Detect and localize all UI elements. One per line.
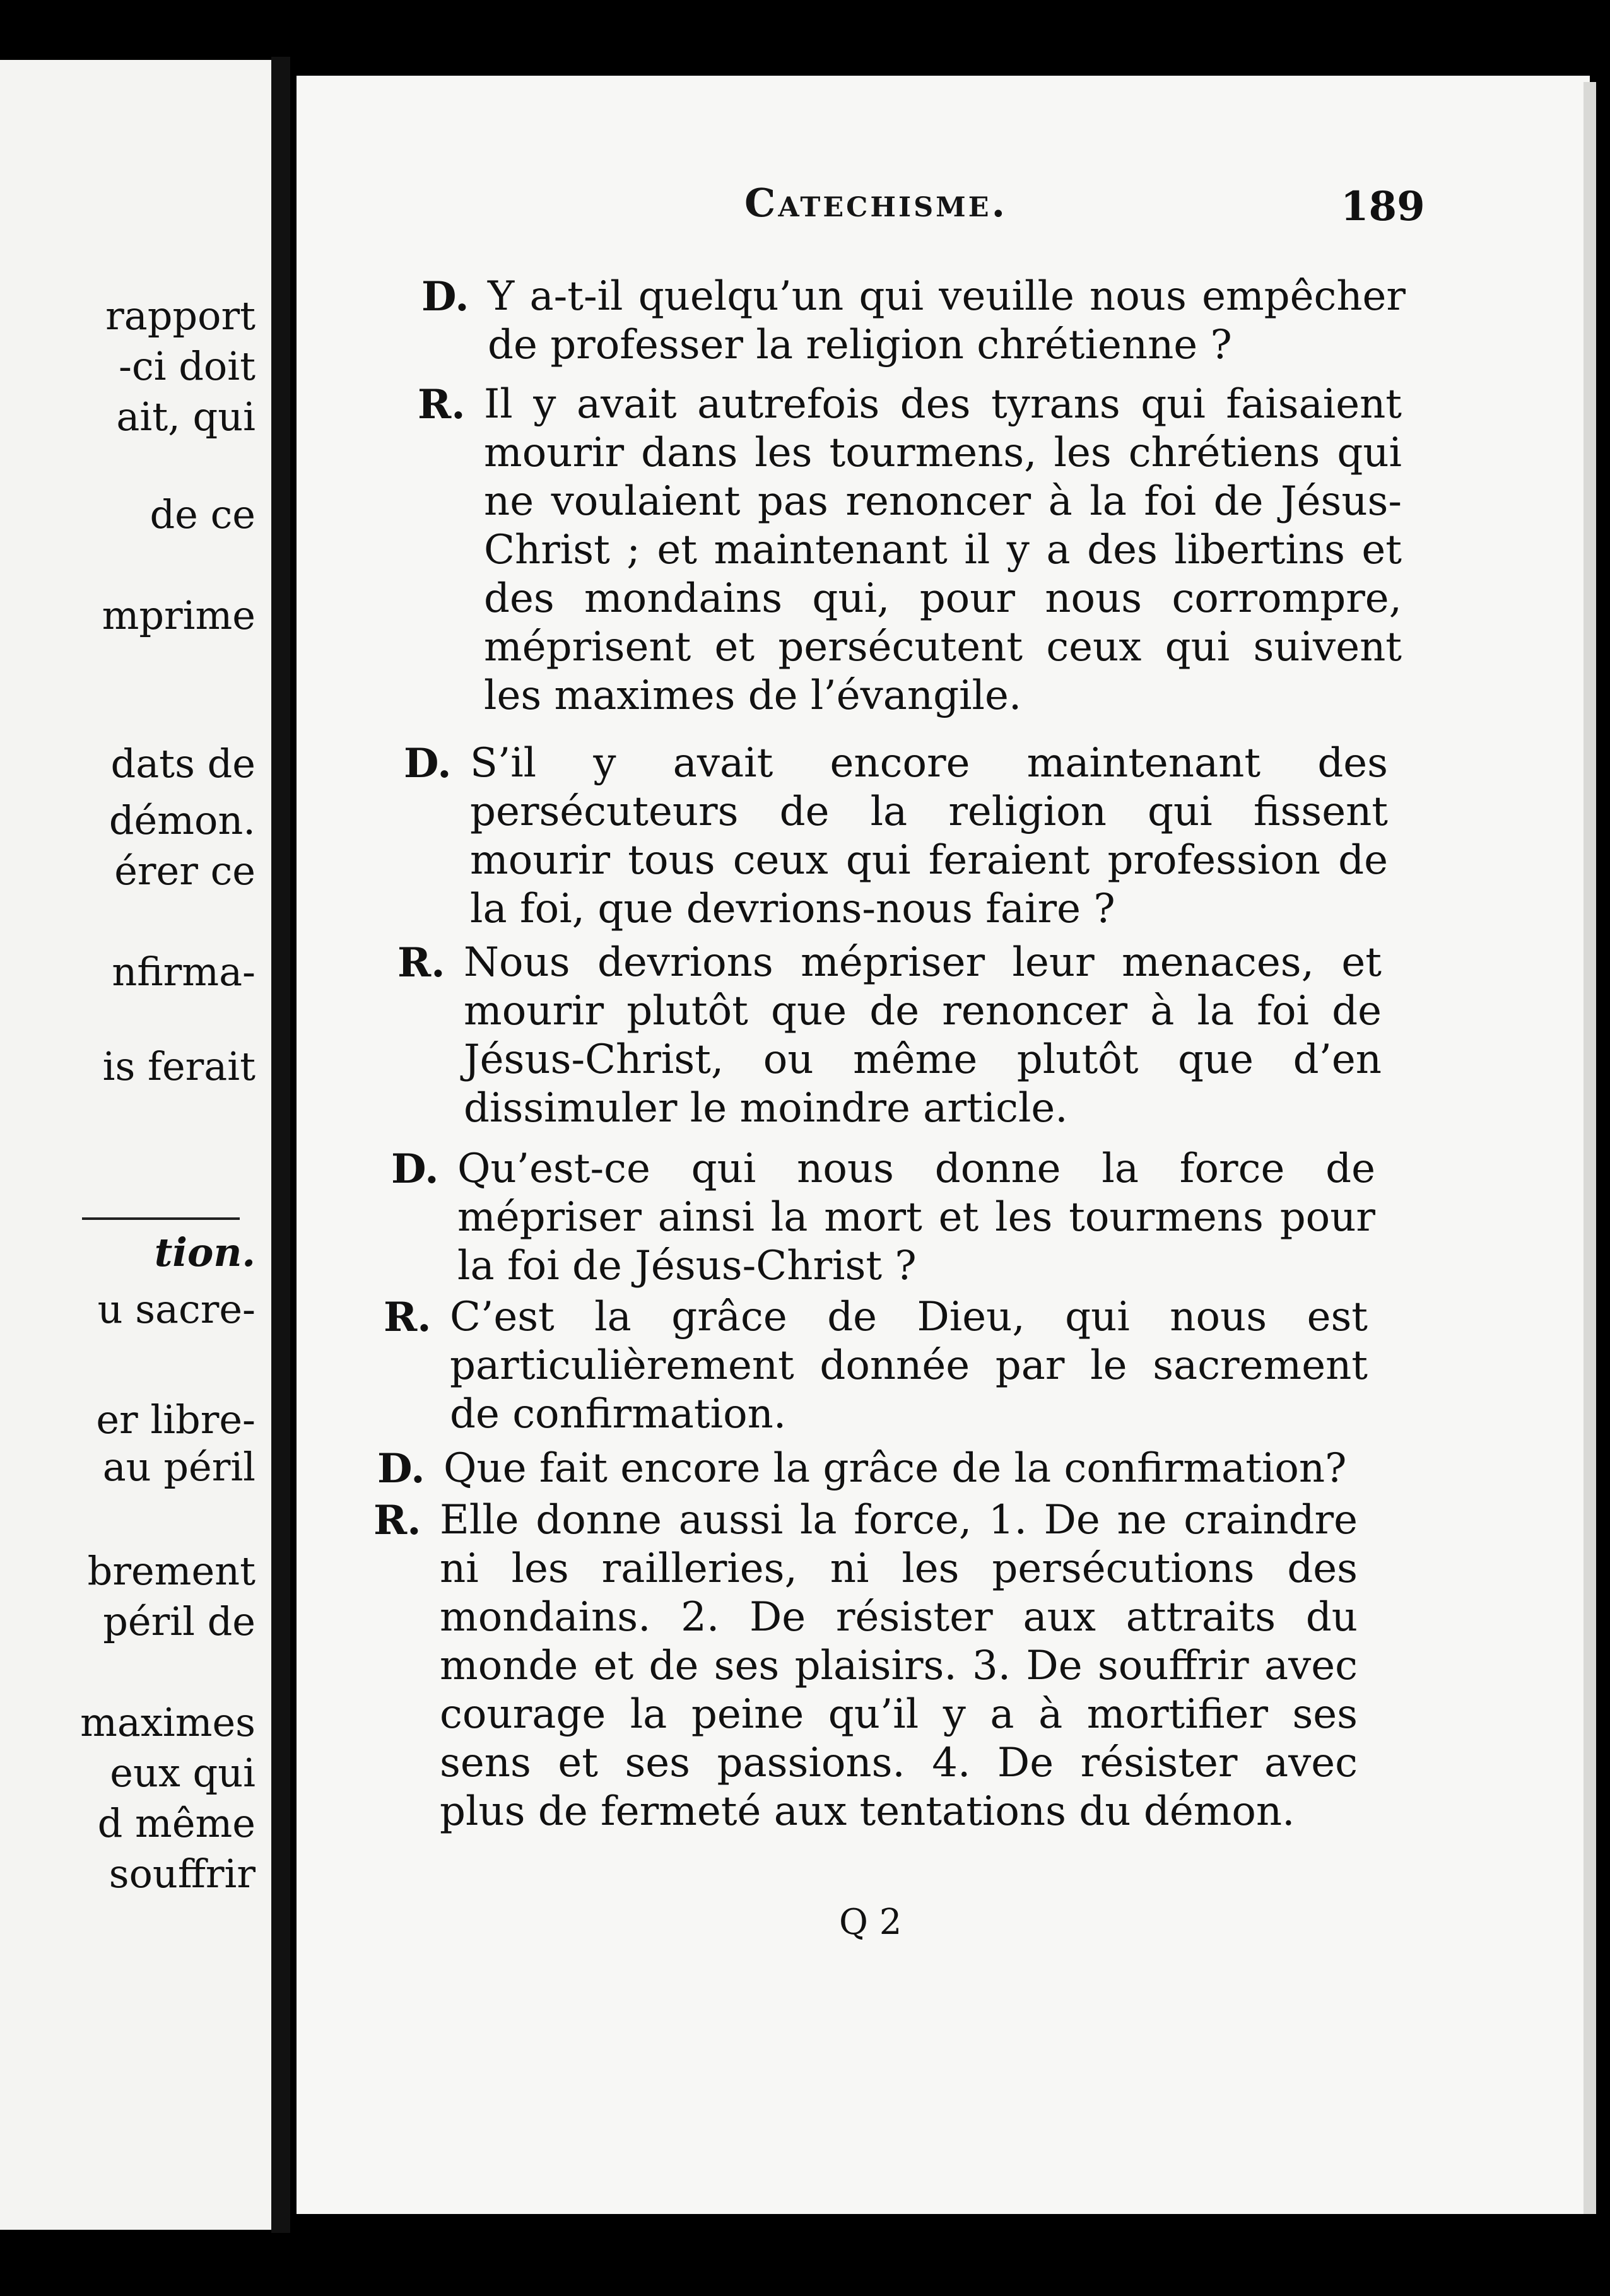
facing-page-line: brement: [87, 1548, 256, 1594]
question-entry: [421, 272, 1406, 370]
facing-page-line: tion.: [154, 1229, 256, 1275]
entry-text: Que fait encore la grâce de la confirmation?: [444, 1445, 1347, 1492]
page-number: 189: [1341, 183, 1425, 230]
entry-marker: R.: [418, 381, 466, 428]
question-entry: [377, 1444, 1361, 1493]
entry-text: Nous devrions mépriser leur menaces, et mourir plutôt que de renoncer à la foi de Jésus-Christ, ou même plutôt que d’en dissimuler le moindre article.: [464, 939, 1382, 1132]
question-entry: [404, 739, 1388, 934]
answer-entry: [373, 1496, 1358, 1836]
entry-marker: R.: [384, 1294, 432, 1341]
section-rule: [82, 1217, 240, 1220]
facing-page-line: maximes: [80, 1699, 256, 1745]
facing-page-line: -ci doit: [119, 343, 256, 389]
entry-marker: R.: [397, 939, 445, 987]
facing-page-line: au péril: [102, 1444, 256, 1490]
facing-page-line: péril de: [103, 1598, 256, 1644]
facing-page-line: de ce: [150, 491, 256, 537]
facing-page-line: rapport: [105, 293, 256, 339]
entry-marker: D.: [391, 1145, 439, 1193]
running-head: Catechisme.: [744, 180, 1008, 226]
entry-text: Elle donne aussi la force, 1. De ne craindre ni les railleries, ni les persécutions des mondains. 2. De résister aux attraits du monde et de ses plaisirs. 3. De souffrir avec courage la peine qu’il y a à mortifier ses sens et ses passions. 4. De résister avec plus de fermeté aux tentations du démon.: [440, 1497, 1358, 1835]
entry-text: S’il y avait encore maintenant des persécuteurs de la religion qui fissent mourir tous ceux qui feraient profession de la foi, que devrions-nous faire ?: [470, 740, 1388, 932]
facing-page-line: u sacre-: [97, 1286, 256, 1332]
entry-marker: D.: [377, 1445, 425, 1492]
facing-page-line: souffrir: [109, 1851, 256, 1897]
facing-page-line: démon.: [109, 797, 256, 843]
signature-mark: Q 2: [839, 1902, 902, 1943]
entry-marker: D.: [404, 740, 452, 787]
facing-page-line: mprime: [102, 592, 256, 638]
entry-text: Qu’est-ce qui nous donne la force de mépriser ainsi la mort et les tourmens pour la foi de Jésus-Christ ?: [457, 1145, 1375, 1289]
facing-page: [0, 60, 281, 2230]
facing-page-line: ait, qui: [116, 394, 256, 440]
answer-entry: [418, 380, 1402, 720]
entry-text: Il y avait autrefois des tyrans qui faisaient mourir dans les tourmens, les chrétiens qui ne voulaient pas renoncer à la foi de Jésus-Christ ; et maintenant il y a des libertins et des mondains qui, pour nous corrompre, méprisent et persécutent ceux qui suivent les maximes de l’évangile.: [484, 381, 1402, 719]
page-edge: [1584, 82, 1596, 2214]
answer-entry: [397, 939, 1382, 1133]
facing-page-line: d même: [97, 1800, 256, 1846]
facing-page-line: eux qui: [110, 1750, 256, 1796]
facing-page-line: érer ce: [114, 848, 256, 894]
facing-page-line: dats de: [110, 741, 256, 787]
entry-text: Y a-t-il quelqu’un qui veuille nous empêcher de professer la religion chrétienne ?: [488, 273, 1406, 368]
facing-page-line: er libre-: [96, 1397, 256, 1443]
entry-text: C’est la grâce de Dieu, qui nous est particulièrement donnée par le sacrement de confirmation.: [450, 1294, 1368, 1438]
question-entry: [391, 1145, 1375, 1291]
book-gutter: [271, 57, 290, 2233]
entry-marker: R.: [373, 1497, 421, 1544]
facing-page-line: is ferait: [102, 1043, 256, 1089]
answer-entry: [384, 1293, 1368, 1439]
entry-marker: D.: [421, 273, 469, 320]
facing-page-line: nfirma-: [112, 949, 256, 995]
